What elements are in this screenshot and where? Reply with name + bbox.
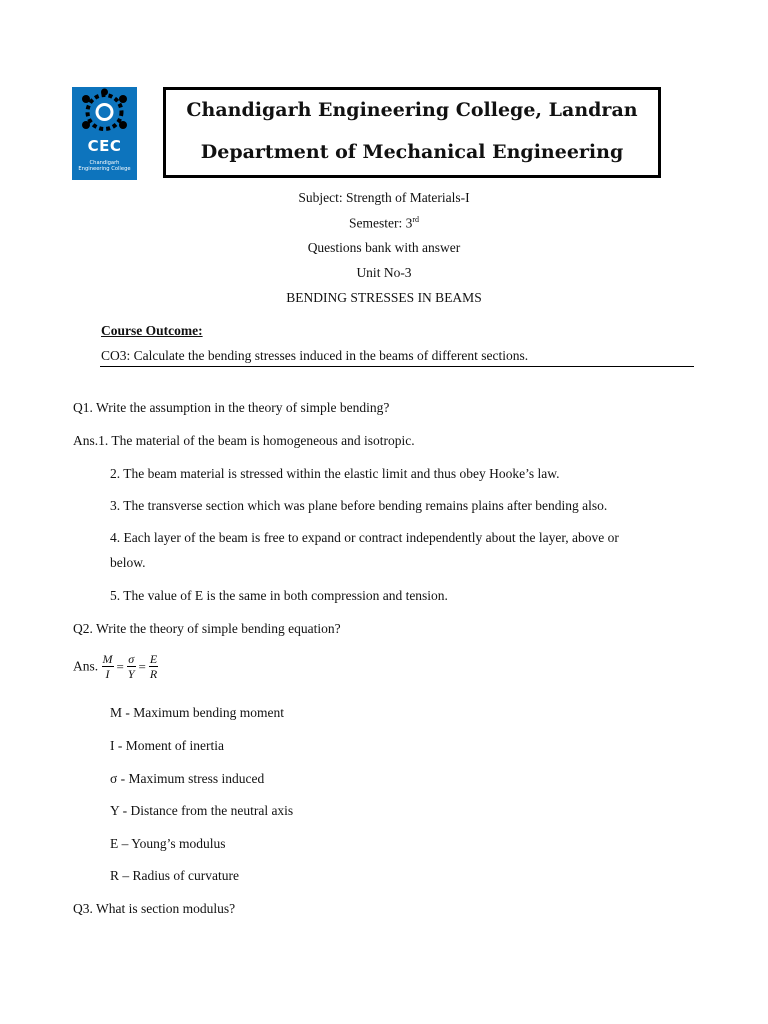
- college-logo: [72, 87, 137, 180]
- q1-answer-3: 3. The transverse section which was plane before bending remains plains after bending also.: [110, 498, 608, 513]
- fraction-m-over-i: [102, 652, 114, 681]
- logo-name: [72, 160, 137, 172]
- logo-name-line-2: Engineering College: [78, 166, 131, 172]
- denominator-r: R: [149, 667, 158, 681]
- divider: [100, 366, 694, 367]
- department-title: Department of Mechanical Engineering: [200, 141, 624, 163]
- denominator-i: I: [105, 667, 110, 681]
- question-bank-line: Questions bank with answer: [307, 240, 461, 255]
- denominator-y: Y: [127, 667, 135, 681]
- topic-line: BENDING STRESSES IN BEAMS: [286, 290, 482, 305]
- gear-emblem-icon: [72, 87, 137, 142]
- q2-answer-equation: [73, 652, 158, 681]
- fraction-e-over-r: [149, 652, 158, 681]
- q1-answer-4: 4. Each layer of the beam is free to expand or contract independently about the layer, above or: [110, 530, 619, 545]
- q1-answer-5: 5. The value of E is the same in both compression and tension.: [110, 588, 448, 603]
- logo-name-line-1: Chandigarh: [89, 160, 120, 166]
- numerator-e: E: [149, 652, 158, 666]
- semester-text: Semester: 3: [348, 215, 413, 231]
- fraction-sigma-over-y: [127, 652, 136, 681]
- semester-superscript: rd: [412, 215, 420, 224]
- term-item: R – Radius of curvature: [110, 868, 239, 883]
- term-item: Y - Distance from the neutral axis: [110, 803, 294, 818]
- unit-line: Unit No-3: [356, 265, 412, 280]
- logo-abbreviation: CEC: [87, 137, 122, 155]
- numerator-sigma: σ: [128, 652, 135, 666]
- q1-answer-1: Ans.1. The material of the beam is homogeneous and isotropic.: [73, 433, 415, 448]
- equals-sign: =: [138, 658, 146, 674]
- term-item: M - Maximum bending moment: [110, 705, 284, 720]
- equals-sign: =: [116, 658, 124, 674]
- term-item: σ - Maximum stress induced: [110, 771, 265, 786]
- semester-line: [0, 215, 768, 232]
- q1-answer-2: 2. The beam material is stressed within the elastic limit and thus obey Hooke’s law.: [110, 466, 560, 481]
- college-title: Chandigarh Engineering College, Landran: [186, 99, 638, 121]
- term-item: E – Young’s modulus: [110, 836, 226, 851]
- q2-question: Q2. Write the theory of simple bending equation?: [73, 621, 341, 636]
- course-outcome-text: CO3: Calculate the bending stresses induced in the beams of different sections.: [101, 348, 529, 363]
- subject-line: Subject: Strength of Materials-I: [298, 190, 470, 205]
- q1-answer-4-continued: below.: [110, 555, 146, 570]
- ans-label: Ans.: [73, 658, 99, 674]
- course-outcome-heading: Course Outcome:: [101, 323, 203, 338]
- numerator-m: M: [102, 652, 113, 666]
- q1-question: Q1. Write the assumption in the theory of simple bending?: [73, 400, 390, 415]
- q3-question: Q3. What is section modulus?: [73, 901, 236, 916]
- term-item: I - Moment of inertia: [110, 738, 224, 753]
- header-box: [163, 87, 661, 178]
